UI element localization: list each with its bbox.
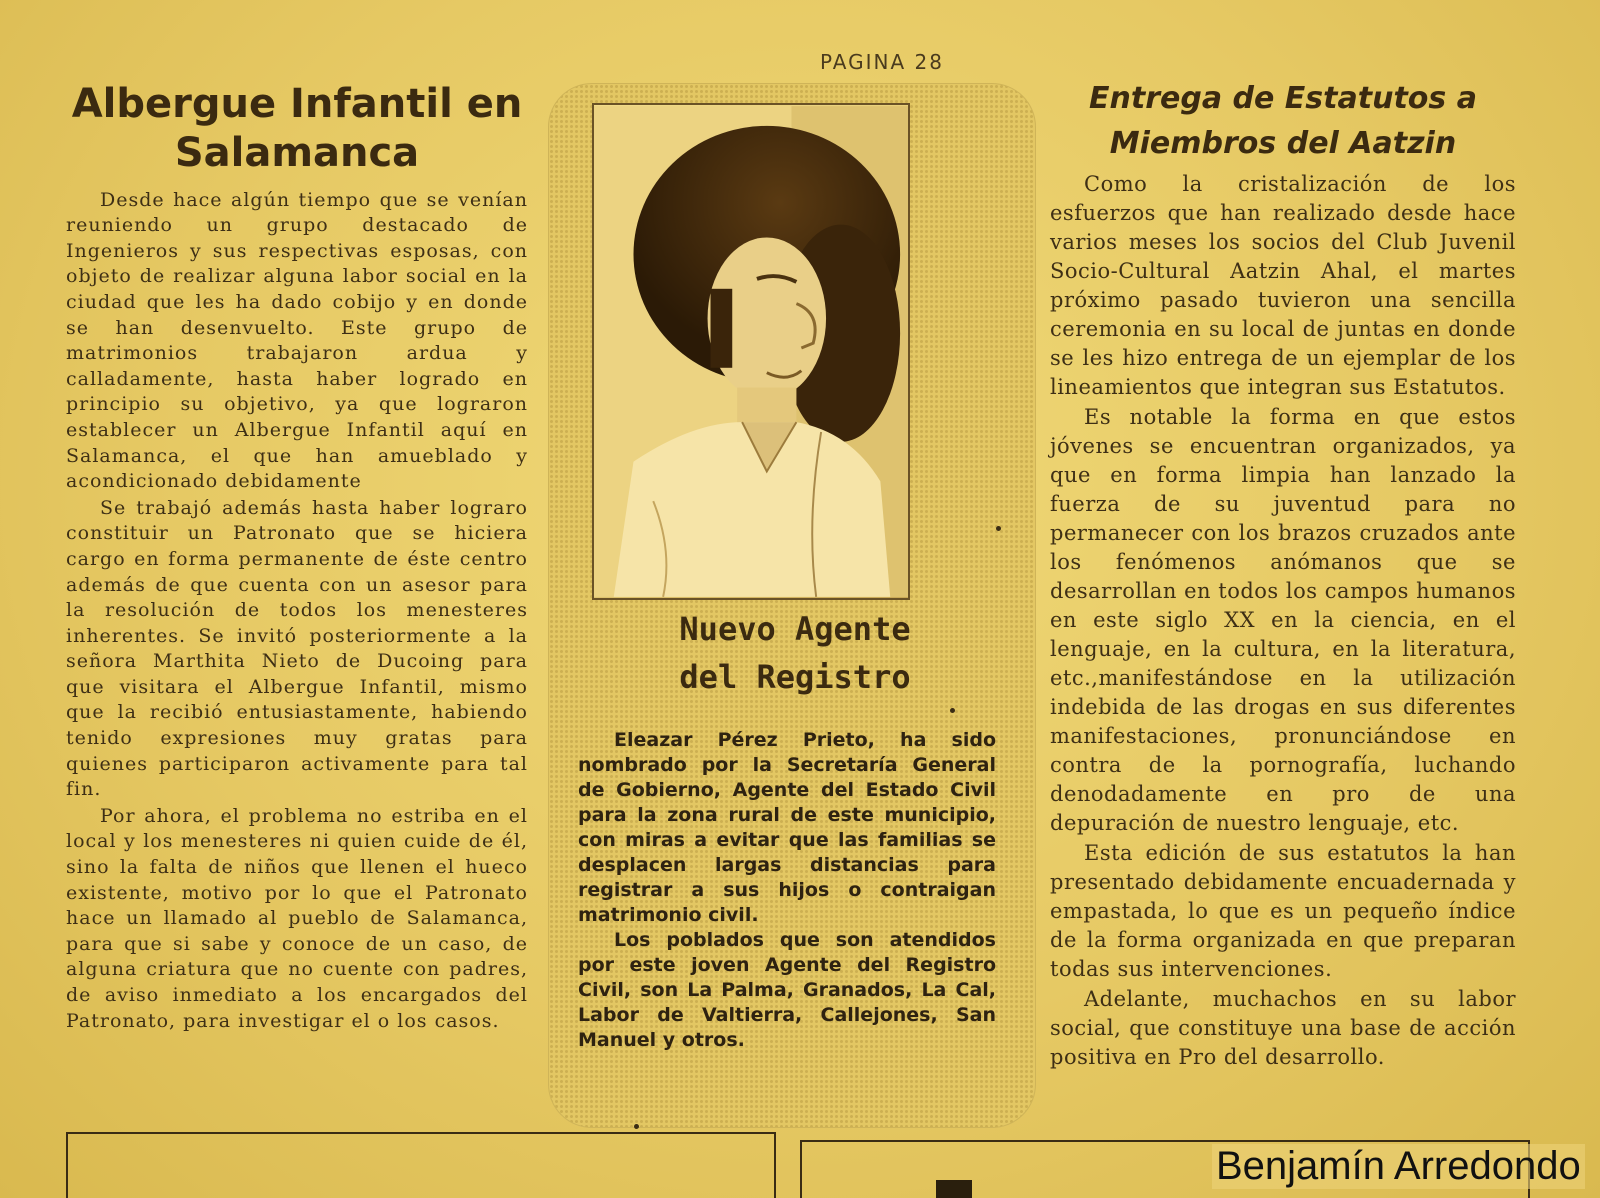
center-article-paragraph: Eleazar Pérez Prieto, ha sido nombrado por la Secretaría General de Gobierno, Agente del Estado Civil para la zona rural de este municipio, con miras a evitar que las familias se desplacen largas distancias para registrar a sus hijos o contraigan matrimonio civil. bbox=[578, 729, 996, 926]
print-speck bbox=[996, 526, 1001, 531]
partial-graphic bbox=[936, 1180, 972, 1198]
center-title-line: del Registro bbox=[679, 658, 911, 696]
left-article-paragraph: Por ahora, el problema no estriba en el local y los menesteres ni quien cuide de él, sino la falta de niños que llenen el hueco existente, motivo por lo que el Patronato hace un llamado al pueblo de Salamanca, para que si sabe y conoce de un caso, de alguna criatura que no cuente con padres, de aviso inmediato a los encargados del Patronato, para investigar el o los casos. bbox=[66, 804, 528, 1032]
center-article-body bbox=[578, 728, 996, 1053]
center-article-title bbox=[570, 605, 1020, 701]
right-article bbox=[1050, 76, 1516, 1073]
left-article-title: Albergue Infantil en Salamanca bbox=[71, 81, 523, 176]
center-title-line: Nuevo Agente bbox=[679, 610, 911, 648]
right-article-body bbox=[1050, 170, 1516, 1072]
bottom-box-left bbox=[66, 1132, 776, 1198]
print-speck bbox=[634, 1124, 639, 1129]
center-article-paragraph: Los poblados que son atendidos por este joven Agente del Registro Civil, son La Palma, Granados, La Cal, Labor de Valtierra, Callejones, San Manuel y otros. bbox=[578, 929, 996, 1051]
portrait-illustration bbox=[594, 105, 908, 598]
right-article-paragraph: Es notable la forma en que estos jóvenes se encuentran organizados, ya que en forma limpia han lanzado la fuerza de su juventud para no permanecer con los brazos cruzados ante los fenómenos anómanos que se desarrollan en todos los campos humanos en este siglo XX en la ciencia, en el lenguaje, en la cultura, en la literatura, etc.,manifestándose en la utilización indebida de las drogas en sus diferentes manifestaciones, pronunciándose en contra de la pornografía, luchando denodadamente en pro de una depuración de nuestro lenguaje, etc. bbox=[1050, 405, 1516, 835]
portrait-photo bbox=[592, 103, 910, 600]
print-speck bbox=[950, 708, 955, 713]
right-article-paragraph: Esta edición de sus estatutos la han presentado debidamente encuadernada y empastada, lo que es un pequeño índice de la forma organizada en que preparan todas sus intervenciones. bbox=[1050, 841, 1516, 981]
right-article-title bbox=[1050, 76, 1516, 166]
photographer-watermark: Benjamín Arredondo bbox=[1212, 1144, 1585, 1189]
right-article-paragraph: Adelante, muchachos en su labor social, que constituye una base de acción positiva en Pro del desarrollo. bbox=[1050, 987, 1516, 1069]
left-article-body bbox=[66, 188, 528, 1035]
right-title-line: Miembros del Aatzin bbox=[1109, 126, 1457, 161]
right-article-paragraph: Como la cristalización de los esfuerzos que han realizado desde hace varios meses los socios del Club Juvenil Socio-Cultural Aatzin Ahal, el martes próximo pasado tuvieron una sencilla ceremonia en su local de juntas en donde se les hizo entrega de un ejemplar de los lineamientos que integran sus Estatutos. bbox=[1050, 172, 1516, 399]
left-article bbox=[66, 80, 528, 1035]
left-article-paragraph: Se trabajó además hasta haber lograro constituir un Patronato que se hiciera cargo en forma permanente de éste centro además de que cuenta con un asesor para la resolución de todos los menesteres inherentes. Se invitó posteriormente a la señora Marthita Nieto de Ducoing para que visitara el Albergue Infantil, mismo que la recibió entusiastamente, habiendo tenido expresiones muy gratas para quienes participaron activamente para tal fin. bbox=[66, 496, 528, 801]
page-number: PAGINA 28 bbox=[820, 50, 944, 74]
right-title-line: Entrega de Estatutos a bbox=[1089, 81, 1477, 116]
left-article-paragraph: Desde hace algún tiempo que se venían reuniendo un grupo destacado de Ingenieros y sus respectivas esposas, con objeto de realizar alguna labor social en la ciudad que les ha dado cobijo y en donde se han desenvuelto. Este grupo de matrimonios trabajaron ardua y calladamente, hasta haber logrado en principio su objetivo, ya que lograron establecer un Albergue Infantil aquí en Salamanca, el que han amueblado y acondicionado debidamente bbox=[66, 188, 528, 493]
